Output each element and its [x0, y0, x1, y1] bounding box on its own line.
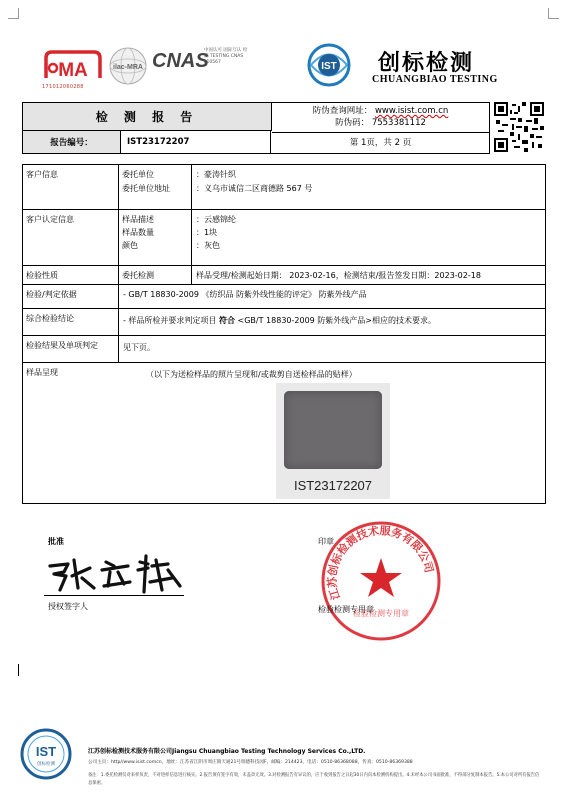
handwritten-signature [44, 552, 204, 598]
conclusion-verdict: 符合 [218, 316, 235, 325]
test-basis-value: - GB/T 18830-2009 《纺织品 防紫外线性能的评定》 防紫外线产品 [123, 290, 367, 299]
seal-caption: 检验检测专用章 [318, 605, 374, 614]
cma-number: 171012060288 [42, 84, 84, 90]
ist-logo [303, 42, 355, 88]
row-test-nature [23, 266, 545, 285]
svg-text:MA: MA [58, 60, 88, 81]
color-key: 颜色 [122, 241, 138, 250]
approve-label: 批准 [48, 537, 64, 546]
client-addr-value: ：义乌市诚信二区商德路 567 号 [196, 184, 313, 193]
conclusion-post: <GB/T 18830-2009 防紫外线产品>相应的技术要求。 [237, 316, 436, 325]
client-unit-key: 委托单位 [122, 170, 154, 179]
color-value: ：灰色 [196, 241, 220, 250]
crop-mark-top-left [8, 8, 19, 19]
row-sample [23, 363, 545, 505]
verify-url[interactable]: www.isist.com.cn [374, 106, 449, 116]
footer-logo-text: IST [35, 744, 57, 759]
row-test-basis [23, 285, 545, 309]
report-number-label: 报告编号： [23, 131, 121, 153]
row-confirm-info [23, 210, 545, 266]
report-table [22, 164, 546, 504]
sample-qty-key: 样品数量 [122, 228, 154, 237]
report-title: 检 测 报 告 [23, 103, 272, 131]
code-label: 防伪码： [335, 118, 370, 128]
sample-photo-id: IST23172207 [293, 478, 373, 493]
sample-photo [276, 383, 390, 499]
cnas-text: 中国认可 国际互认 检测 TESTING CNAS L10567 [204, 48, 248, 65]
sample-desc-key: 样品描述 [122, 215, 154, 224]
conclusion-pre: - 样品所检并要求判定项目 [123, 316, 217, 325]
row-conclusion [23, 309, 545, 336]
report-number: IST23172207 [121, 131, 271, 153]
verify-info [272, 103, 489, 133]
single-judgment-label: 检验结果及单项判定 [23, 336, 119, 362]
test-dates: 样品受理/检测起始日期： 2023-02-16，检测结束/报告签发日期：2023-02-18 [196, 271, 481, 280]
test-basis-label: 检验/判定依据 [23, 285, 119, 308]
crop-mark-top-right [548, 8, 559, 19]
footer-ist-logo [20, 728, 72, 780]
seal-bottom-text: 检验检测专用章 [353, 609, 409, 618]
seal-label: 印章 [318, 537, 334, 546]
footer-logo-sub: 创标检测 [37, 762, 55, 767]
sample-desc-value: ：云感锦纶 [196, 215, 236, 224]
footer-company: 江苏创标检测技术服务有限公司Jiangsu Chuangbiao Testing Technology Services Co.,LTD. [88, 748, 366, 755]
qr-code [494, 102, 544, 152]
footer-address: 公司主页：http//www.isist.comcn，地址：江苏省江阴市周庄镇天通21号瑞德科技园F，邮编：214423，电话：0510-86368088，传真：0510-86369388 [88, 760, 413, 765]
client-addr-key: 委托单位地址 [122, 184, 170, 193]
sample-qty-value: ：1块 [196, 228, 218, 237]
test-nature-key: 委托检测 [120, 266, 192, 284]
brand-name-cn: 创标检测 [378, 51, 475, 76]
ist-logo-text: IST [321, 61, 337, 72]
single-judgment-value: 见下页。 [123, 343, 155, 352]
company-seal [318, 518, 444, 644]
brand-name-en: CHUANGBIAO TESTING [372, 74, 498, 85]
footer-notes: 备注：1.委托检测仅对来样负责，不对进样信息进行核实。2.报告须有签字有效，未盖章无效。3.对检测报告有异议的，应于收到报告之日起30日内向本检测机构提出。4.未经本公司书面批准，不得部分复制本报告。5.本公司对所有报告信息保密。 [88, 773, 540, 786]
cma-logo [42, 48, 104, 84]
page-info: 第 1页，共 2 页 [349, 138, 412, 148]
sample-note: （以下为送检样品的照片呈现和/或裁剪自送检样品的贴样） [146, 370, 357, 379]
client-unit-value: ：豪涛针织 [196, 170, 236, 179]
text-cursor [18, 664, 19, 676]
test-nature-label: 检验性质 [23, 266, 119, 284]
confirm-info-label: 客户认定信息 [23, 210, 119, 265]
fabric-swatch [284, 391, 382, 469]
svg-text:ilac-MRA: ilac-MRA [113, 64, 143, 71]
ilac-mra-logo [108, 46, 148, 86]
signature-line [44, 595, 184, 596]
row-client-info [23, 165, 545, 210]
cnas-logo: CNAS [152, 50, 209, 72]
report-header-box [22, 102, 490, 154]
conclusion-value [120, 309, 545, 335]
signer-label: 授权签字人 [48, 602, 88, 611]
conclusion-label: 综合检验结论 [23, 309, 119, 335]
row-single-judgment [23, 336, 545, 363]
client-info-label: 客户信息 [23, 165, 119, 209]
verify-label: 防伪查询网址： [312, 106, 373, 116]
seal-text: 江苏创标检测技术服务有限公司 [325, 524, 436, 602]
code-value: 7553381112 [371, 118, 426, 128]
sample-label: 样品呈现 [26, 368, 58, 377]
